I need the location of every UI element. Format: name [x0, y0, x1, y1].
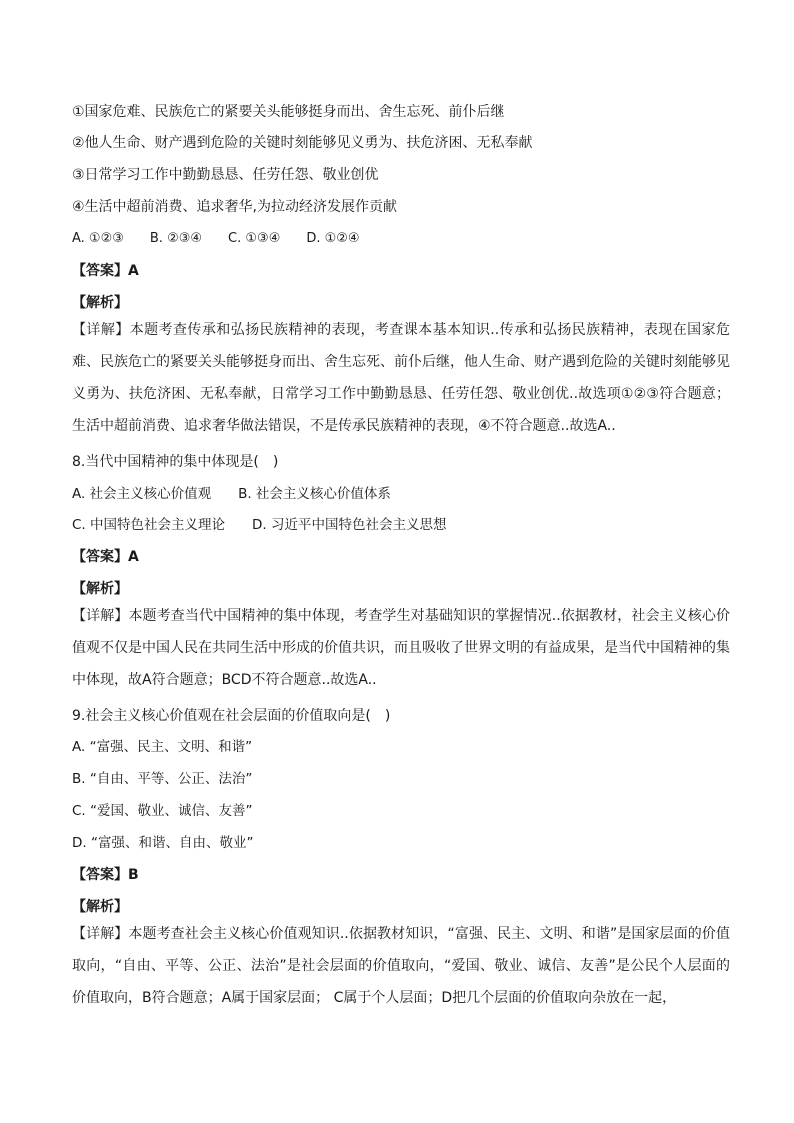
- q8-choices-row-2: C. 中国特色社会主义理论 D. 习近平中国特色社会主义思想: [72, 517, 447, 533]
- q7-option-1: ①国家危难、民族危亡的紧要关头能够挺身而出、舍生忘死、前仆后继: [72, 104, 505, 120]
- q9-choice-c: C. “爱国、敬业、诚信、友善”: [72, 803, 253, 819]
- q8-answer: 【答案】A: [72, 549, 139, 565]
- q8-choices-row-1: A. 社会主义核心价值观 B. 社会主义核心价值体系: [72, 486, 391, 502]
- q9-stem: 9.社会主义核心价值观在社会层面的价值取向是( ): [72, 708, 391, 724]
- q9-choice-d: D. “富强、和谐、自由、敬业”: [72, 835, 254, 851]
- q8-stem: 8.当代中国精神的集中体现是( ): [72, 454, 279, 470]
- q7-option-4: ④生活中超前消费、追求奢华,为拉动经济发展作贡献: [72, 199, 397, 215]
- q8-analysis-label: 【解析】: [72, 581, 128, 597]
- q9-analysis-label: 【解析】: [72, 899, 128, 915]
- q9-choice-b: B. “自由、平等、公正、法治”: [72, 771, 253, 787]
- q7-detail: 【详解】本题考查传承和弘扬民族精神的表现，考查课本基本知识..传承和弘扬民族精神，表现在国家危难、民族危亡的紧要关头能够挺身而出、舍生忘死、前仆后继，他人生命、财产遇到危险的关键时刻能够见义勇为、扶危济困、无私奉献，日常学习工作中勤勤恳恳、任劳任怨、敬业创优..故选项①②③符合题意；生活中超前消费、追求奢华做法错误，不是传承民族精神的表现，④不符合题意..故选A..: [72, 322, 730, 434]
- q7-choices: A. ①②③ B. ②③④ C. ①③④ D. ①②④: [72, 231, 360, 246]
- q7-answer: 【答案】A: [72, 263, 139, 279]
- q9-choice-a: A. “富强、民主、文明、和谐”: [72, 739, 253, 755]
- q7-analysis-label: 【解析】: [72, 295, 128, 311]
- q9-detail: 【详解】本题考查社会主义核心价值观知识..依据教材知识，“富强、民主、文明、和谐”是国家层面的价值取向，“自由、平等、公正、法治”是社会层面的价值取向，“爱国、敬业、诚信、友善”是公民个人层面的价值取向，B符合题意；A属于国家层面； C属于个人层面；D把几个层面的价值取向杂放在一起，: [72, 926, 730, 1006]
- q8-detail: 【详解】本题考查当代中国精神的集中体现，考查学生对基础知识的掌握情况..依据教材，社会主义核心价值观不仅是中国人民在共同生活中形成的价值共识，而且吸收了世界文明的有益成果，是当代中国精神的集中体现，故A符合题意；BCD不符合题意..故选A..: [72, 608, 730, 688]
- q9-answer: 【答案】B: [72, 867, 139, 883]
- q7-option-3: ③日常学习工作中勤勤恳恳、任劳任怨、敬业创优: [72, 167, 379, 183]
- q7-option-2: ②他人生命、财产遇到危险的关键时刻能够见义勇为、扶危济困、无私奉献: [72, 135, 533, 151]
